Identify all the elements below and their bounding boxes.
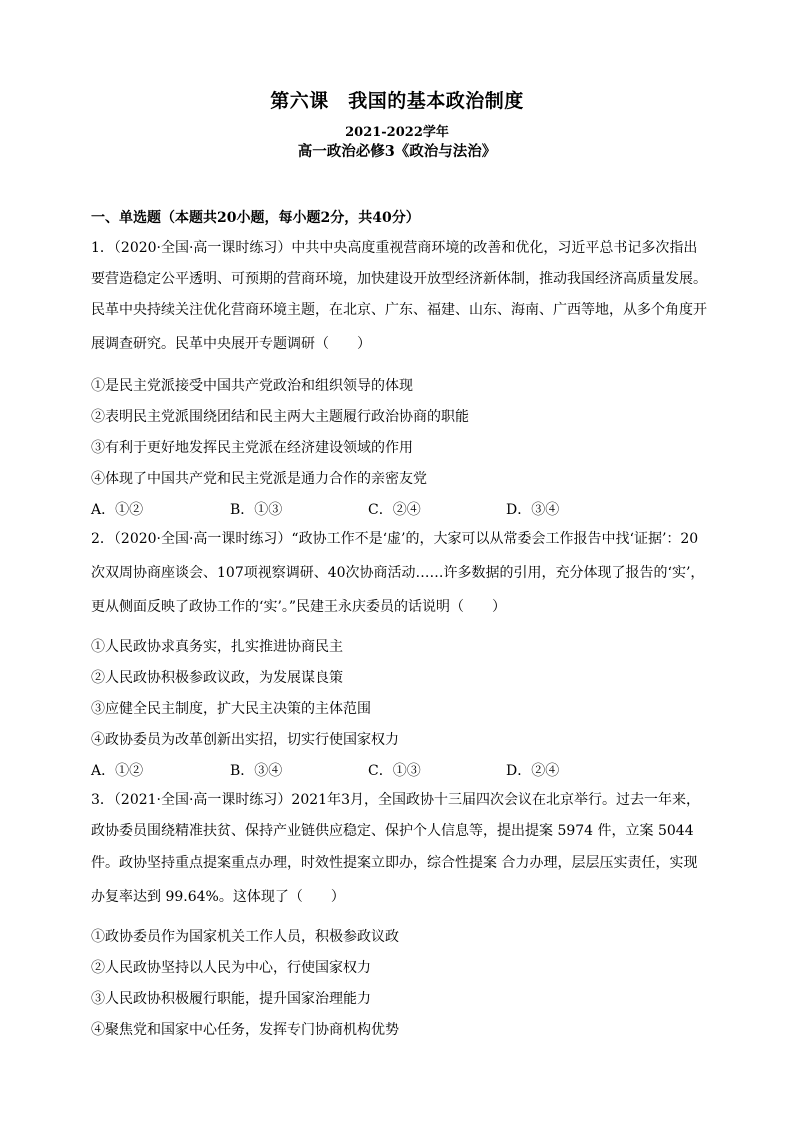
section-heading: 一、单选题（本题共20小题，每小题2分，共40分） xyxy=(91,210,420,226)
question-3-line: 办复率达到 99.64%。这体现了（ ） xyxy=(91,889,345,905)
question-3-stem xyxy=(91,785,721,913)
question-2-option: ③应健全民主制度，扩大民主决策的主体范围 xyxy=(91,701,371,717)
question-1-option: ②表明民主党派围绕团结和民主两大主题履行政治协商的职能 xyxy=(91,409,469,425)
choice-c[interactable]: C．②④ xyxy=(368,502,421,518)
question-1-line: 展调查研究。民革中央展开专题调研（ ） xyxy=(91,336,371,352)
choice-d[interactable]: D．③④ xyxy=(506,502,560,518)
question-2-line: 更从侧面反映了政协工作的‘实’。”民建王永庆委员的话说明（ ） xyxy=(91,599,507,615)
choice-a[interactable]: A．①② xyxy=(91,502,144,518)
question-1-option: ③有利于更好地发挥民主党派在经济建设领域的作用 xyxy=(91,440,413,456)
choice-b[interactable]: B．③④ xyxy=(230,763,283,779)
question-2-stem xyxy=(91,524,721,623)
question-1-line: 民革中央持续关注优化营商环境主题，在北京、广东、福建、山东、海南、广西等地，从多个角度开 xyxy=(91,302,707,318)
question-1-stem xyxy=(91,233,721,360)
question-3-option: ②人民政协坚持以人民为中心，行使国家权力 xyxy=(91,960,371,976)
question-2-line: 2．（2020·全国·高一课时练习）“政协工作不是‘虚’的，大家可以从常委会工作报告中找‘证据’：20 xyxy=(91,531,699,547)
course-name: 高一政治必修3《政治与法治》 xyxy=(297,143,497,160)
question-1-choices xyxy=(91,499,651,519)
question-2-option: ①人民政协求真务实，扎实推进协商民主 xyxy=(91,639,343,655)
question-1-option: ④体现了中国共产党和民主党派是通力合作的亲密友党 xyxy=(91,471,427,487)
school-year: 2021-2022学年 xyxy=(345,125,449,140)
question-3-option: ①政协委员作为国家机关工作人员，积极参政议政 xyxy=(91,929,399,945)
question-2-line: 次双周协商座谈会、107项视察调研、40次协商活动……许多数据的引用，充分体现了报告的‘实’， xyxy=(91,565,705,581)
choice-d[interactable]: D．②④ xyxy=(506,763,560,779)
choice-b[interactable]: B．①③ xyxy=(230,502,283,518)
question-2-choices xyxy=(91,760,651,780)
question-1-line: 要营造稳定公平透明、可预期的营商环境，加快建设开放型经济新体制，推动我国经济高质量发展。 xyxy=(91,271,707,287)
question-3-option: ③人民政协积极履行职能，提升国家治理能力 xyxy=(91,991,371,1007)
question-3-line: 3．（2021·全国·高一课时练习）2021年3月，全国政协十三届四次会议在北京举行。过去一年来， xyxy=(91,792,700,808)
question-3-line: 政协委员围绕精准扶贫、保持产业链供应稳定、保护个人信息等，提出提案 5974 件，立案 5044 xyxy=(91,823,694,839)
question-2-option: ④政协委员为改革创新出实招，切实行使国家权力 xyxy=(91,732,399,748)
choice-c[interactable]: C．①③ xyxy=(368,763,421,779)
question-3-line: 件。政协坚持重点提案重点办理，时效性提案立即办，综合性提案 合力办理，层层压实责任，实现 xyxy=(91,855,698,871)
lesson-title: 第六课 我国的基本政治制度 xyxy=(270,90,524,112)
question-2-option: ②人民政协积极参政议政，为发展谋良策 xyxy=(91,670,343,686)
choice-a[interactable]: A．①② xyxy=(91,763,144,779)
question-1-option: ①是民主党派接受中国共产党政治和组织领导的体现 xyxy=(91,378,413,394)
question-1-line: 1．（2020·全国·高一课时练习）中共中央高度重视营商环境的改善和优化，习近平总书记多次指出 xyxy=(91,240,698,256)
question-3-option: ④聚焦党和国家中心任务，发挥专门协商机构优势 xyxy=(91,1022,399,1038)
